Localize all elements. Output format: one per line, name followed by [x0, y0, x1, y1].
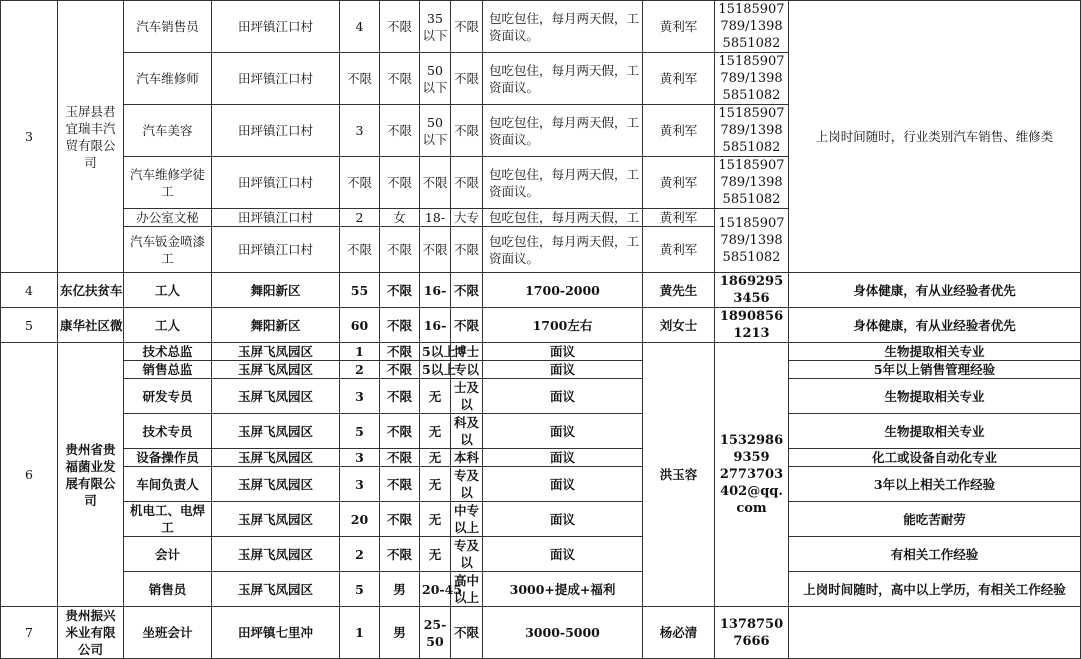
job-location: 玉屏飞凤园区	[212, 537, 340, 572]
job-title: 汽车销售员	[124, 1, 212, 53]
job-gender: 不限	[380, 343, 420, 361]
job-welfare: 包吃包住，每月两天假，工资面议。	[483, 227, 643, 273]
table-row	[1, 502, 1081, 537]
company-name: 贵州振兴米业有限公司	[58, 607, 124, 659]
table-row	[1, 414, 1081, 449]
job-salary: 3000+提成+福利	[483, 572, 643, 607]
job-gender: 不限	[380, 157, 420, 209]
table-row	[1, 607, 1081, 659]
job-age: 不限	[420, 227, 451, 273]
job-gender: 不限	[380, 537, 420, 572]
row-index: 5	[1, 308, 58, 343]
job-remark: 化工或设备自动化专业	[789, 449, 1081, 467]
job-title: 汽车美容	[124, 105, 212, 157]
job-phone: 18692953456	[715, 273, 789, 308]
job-welfare: 包吃包住，每月两天假，工	[483, 209, 643, 227]
job-education: 科及以	[451, 414, 483, 449]
company-remark: 身体健康，有从业经验者优先	[789, 308, 1081, 343]
job-location: 玉屏飞凤园区	[212, 467, 340, 502]
job-count: 3	[340, 449, 380, 467]
job-location: 玉屏飞凤园区	[212, 343, 340, 361]
job-age: 无	[420, 414, 451, 449]
job-location: 玉屏飞凤园区	[212, 572, 340, 607]
job-location: 舞阳新区	[212, 308, 340, 343]
job-phone: 15185907789/13985851082	[715, 1, 789, 53]
job-education: 专及以	[451, 537, 483, 572]
job-location: 田坪镇七里冲	[212, 607, 340, 659]
job-contact: 黄利军	[643, 157, 715, 209]
job-location: 田坪镇江口村	[212, 227, 340, 273]
job-contact: 黄利军	[643, 105, 715, 157]
job-gender: 不限	[380, 467, 420, 502]
job-location: 玉屏飞凤园区	[212, 449, 340, 467]
table-row	[1, 273, 1081, 308]
job-count: 3	[340, 467, 380, 502]
row-index: 6	[1, 343, 58, 607]
job-gender: 不限	[380, 227, 420, 273]
job-title: 汽车钣金喷漆工	[124, 227, 212, 273]
table-row	[1, 449, 1081, 467]
job-title: 销售员	[124, 572, 212, 607]
row-index: 7	[1, 607, 58, 659]
table-row	[1, 537, 1081, 572]
job-education: 士及以	[451, 379, 483, 414]
company-remark: 身体健康，有从业经验者优先	[789, 273, 1081, 308]
job-location: 玉屏飞凤园区	[212, 379, 340, 414]
job-remark: 有相关工作经验	[789, 537, 1081, 572]
job-phone: 15185907789/13985851082	[715, 157, 789, 209]
job-remark: 上岗时间随时，高中以上学历，有相关工作经验	[789, 572, 1081, 607]
job-count: 4	[340, 1, 380, 53]
job-count: 不限	[340, 53, 380, 105]
job-welfare: 包吃包住，每月两天假，工资面议。	[483, 53, 643, 105]
job-education: 中专以上	[451, 502, 483, 537]
job-age: 16-	[420, 308, 451, 343]
job-title: 车间负责人	[124, 467, 212, 502]
job-title: 设备操作员	[124, 449, 212, 467]
job-gender: 不限	[380, 273, 420, 308]
job-title: 会计	[124, 537, 212, 572]
job-location: 玉屏飞凤园区	[212, 502, 340, 537]
job-education: 本科	[451, 449, 483, 467]
job-education: 专及以	[451, 467, 483, 502]
job-education: 不限	[451, 157, 483, 209]
job-count: 1	[340, 343, 380, 361]
job-welfare: 包吃包住，每月两天假，工资面议。	[483, 1, 643, 53]
job-gender: 男	[380, 572, 420, 607]
job-title: 技术总监	[124, 343, 212, 361]
job-age: 5以上	[420, 343, 451, 361]
job-education: 不限	[451, 227, 483, 273]
job-salary: 面议	[483, 449, 643, 467]
job-count: 2	[340, 537, 380, 572]
job-education: 不限	[451, 273, 483, 308]
job-gender: 不限	[380, 308, 420, 343]
job-gender: 不限	[380, 105, 420, 157]
job-salary: 面议	[483, 414, 643, 449]
job-contact: 黄利军	[643, 53, 715, 105]
job-age: 无	[420, 502, 451, 537]
table-row	[1, 467, 1081, 502]
job-salary: 面议	[483, 502, 643, 537]
job-location: 田坪镇江口村	[212, 105, 340, 157]
job-count: 不限	[340, 227, 380, 273]
job-remark: 生物提取相关专业	[789, 379, 1081, 414]
company-remark: 上岗时间随时，行业类别汽车销售、维修类	[789, 1, 1081, 273]
job-salary: 面议	[483, 361, 643, 379]
job-age: 35以下	[420, 1, 451, 53]
job-location: 田坪镇江口村	[212, 53, 340, 105]
job-remark: 3年以上相关工作经验	[789, 467, 1081, 502]
job-education: 不限	[451, 607, 483, 659]
job-age: 无	[420, 379, 451, 414]
job-title: 工人	[124, 308, 212, 343]
job-salary: 面议	[483, 343, 643, 361]
job-title: 坐班会计	[124, 607, 212, 659]
job-age: 无	[420, 537, 451, 572]
table-row	[1, 572, 1081, 607]
job-age: 不限	[420, 157, 451, 209]
job-location: 田坪镇江口村	[212, 1, 340, 53]
job-location: 田坪镇江口村	[212, 157, 340, 209]
job-contact: 黄利军	[643, 227, 715, 273]
job-age: 25-50	[420, 607, 451, 659]
job-location: 玉屏飞凤园区	[212, 414, 340, 449]
job-welfare: 包吃包住，每月两天假，工资面议。	[483, 157, 643, 209]
job-gender: 男	[380, 607, 420, 659]
job-count: 2	[340, 361, 380, 379]
job-title: 研发专员	[124, 379, 212, 414]
table-row	[1, 308, 1081, 343]
company-name: 贵州省贵福菌业发展有限公司	[58, 343, 124, 607]
job-gender: 不限	[380, 1, 420, 53]
job-phone: 15185907789/13985851082	[715, 105, 789, 157]
job-phone: 15185907789/13985851082	[715, 209, 789, 273]
job-age: 50以下	[420, 105, 451, 157]
job-education: 专以	[451, 361, 483, 379]
job-title: 汽车维修师	[124, 53, 212, 105]
job-welfare: 包吃包住，每月两天假，工资面议。	[483, 105, 643, 157]
job-count: 1	[340, 607, 380, 659]
job-count: 20	[340, 502, 380, 537]
job-age: 18-	[420, 209, 451, 227]
job-remark-empty	[789, 607, 1081, 659]
job-gender: 不限	[380, 53, 420, 105]
job-contact: 刘女士	[643, 308, 715, 343]
job-count: 60	[340, 308, 380, 343]
job-salary: 1700左右	[483, 308, 643, 343]
job-count: 不限	[340, 157, 380, 209]
job-age: 5以上	[420, 361, 451, 379]
job-phone: 13787507666	[715, 607, 789, 659]
job-salary: 1700-2000	[483, 273, 643, 308]
job-phone: 15185907789/13985851082	[715, 53, 789, 105]
job-title: 销售总监	[124, 361, 212, 379]
job-title: 汽车维修学徒工	[124, 157, 212, 209]
job-contact: 黄利军	[643, 209, 715, 227]
job-education: 不限	[451, 1, 483, 53]
job-remark: 生物提取相关专业	[789, 343, 1081, 361]
job-title: 技术专员	[124, 414, 212, 449]
job-count: 5	[340, 414, 380, 449]
job-location: 玉屏飞凤园区	[212, 361, 340, 379]
job-gender: 不限	[380, 379, 420, 414]
job-gender: 女	[380, 209, 420, 227]
job-title: 工人	[124, 273, 212, 308]
row-index: 4	[1, 273, 58, 308]
job-title: 办公室文秘	[124, 209, 212, 227]
job-gender: 不限	[380, 449, 420, 467]
job-salary: 面议	[483, 379, 643, 414]
row-index: 3	[1, 1, 58, 273]
job-contact: 黄先生	[643, 273, 715, 308]
job-age: 20-45	[420, 572, 451, 607]
table-row	[1, 361, 1081, 379]
job-title: 机电工、电焊工	[124, 502, 212, 537]
table-row	[1, 343, 1081, 361]
job-gender: 不限	[380, 361, 420, 379]
job-remark: 生物提取相关专业	[789, 414, 1081, 449]
table-row	[1, 1, 1081, 53]
job-education: 高中以上	[451, 572, 483, 607]
job-remark: 能吃苦耐劳	[789, 502, 1081, 537]
company-name: 康华社区微	[58, 308, 124, 343]
job-education: 不限	[451, 308, 483, 343]
job-location: 舞阳新区	[212, 273, 340, 308]
job-count: 3	[340, 379, 380, 414]
company-phone-email	[715, 343, 789, 607]
job-salary: 3000-5000	[483, 607, 643, 659]
job-age: 50以下	[420, 53, 451, 105]
job-count: 55	[340, 273, 380, 308]
table-row	[1, 379, 1081, 414]
job-gender: 不限	[380, 502, 420, 537]
job-education: 不限	[451, 105, 483, 157]
job-location: 田坪镇江口村	[212, 209, 340, 227]
job-count: 3	[340, 105, 380, 157]
job-count: 2	[340, 209, 380, 227]
job-salary: 面议	[483, 467, 643, 502]
job-education: 大专	[451, 209, 483, 227]
job-contact: 黄利军	[643, 1, 715, 53]
job-remark: 5年以上销售管理经验	[789, 361, 1081, 379]
job-age: 16-	[420, 273, 451, 308]
job-gender: 不限	[380, 414, 420, 449]
company-name: 玉屏县君宜瑞丰汽贸有限公司	[58, 1, 124, 273]
job-salary: 面议	[483, 537, 643, 572]
job-education: 不限	[451, 53, 483, 105]
job-age: 无	[420, 467, 451, 502]
job-contact: 杨必清	[643, 607, 715, 659]
job-count: 5	[340, 572, 380, 607]
job-age: 无	[420, 449, 451, 467]
company-contact: 洪玉容	[643, 343, 715, 607]
job-education: 博士	[451, 343, 483, 361]
job-phone: 18908561213	[715, 308, 789, 343]
company-email: 2773703402@qq.com	[719, 467, 784, 516]
company-name: 东亿扶贫车	[58, 273, 124, 308]
company-phone: 15329869359	[719, 433, 784, 465]
